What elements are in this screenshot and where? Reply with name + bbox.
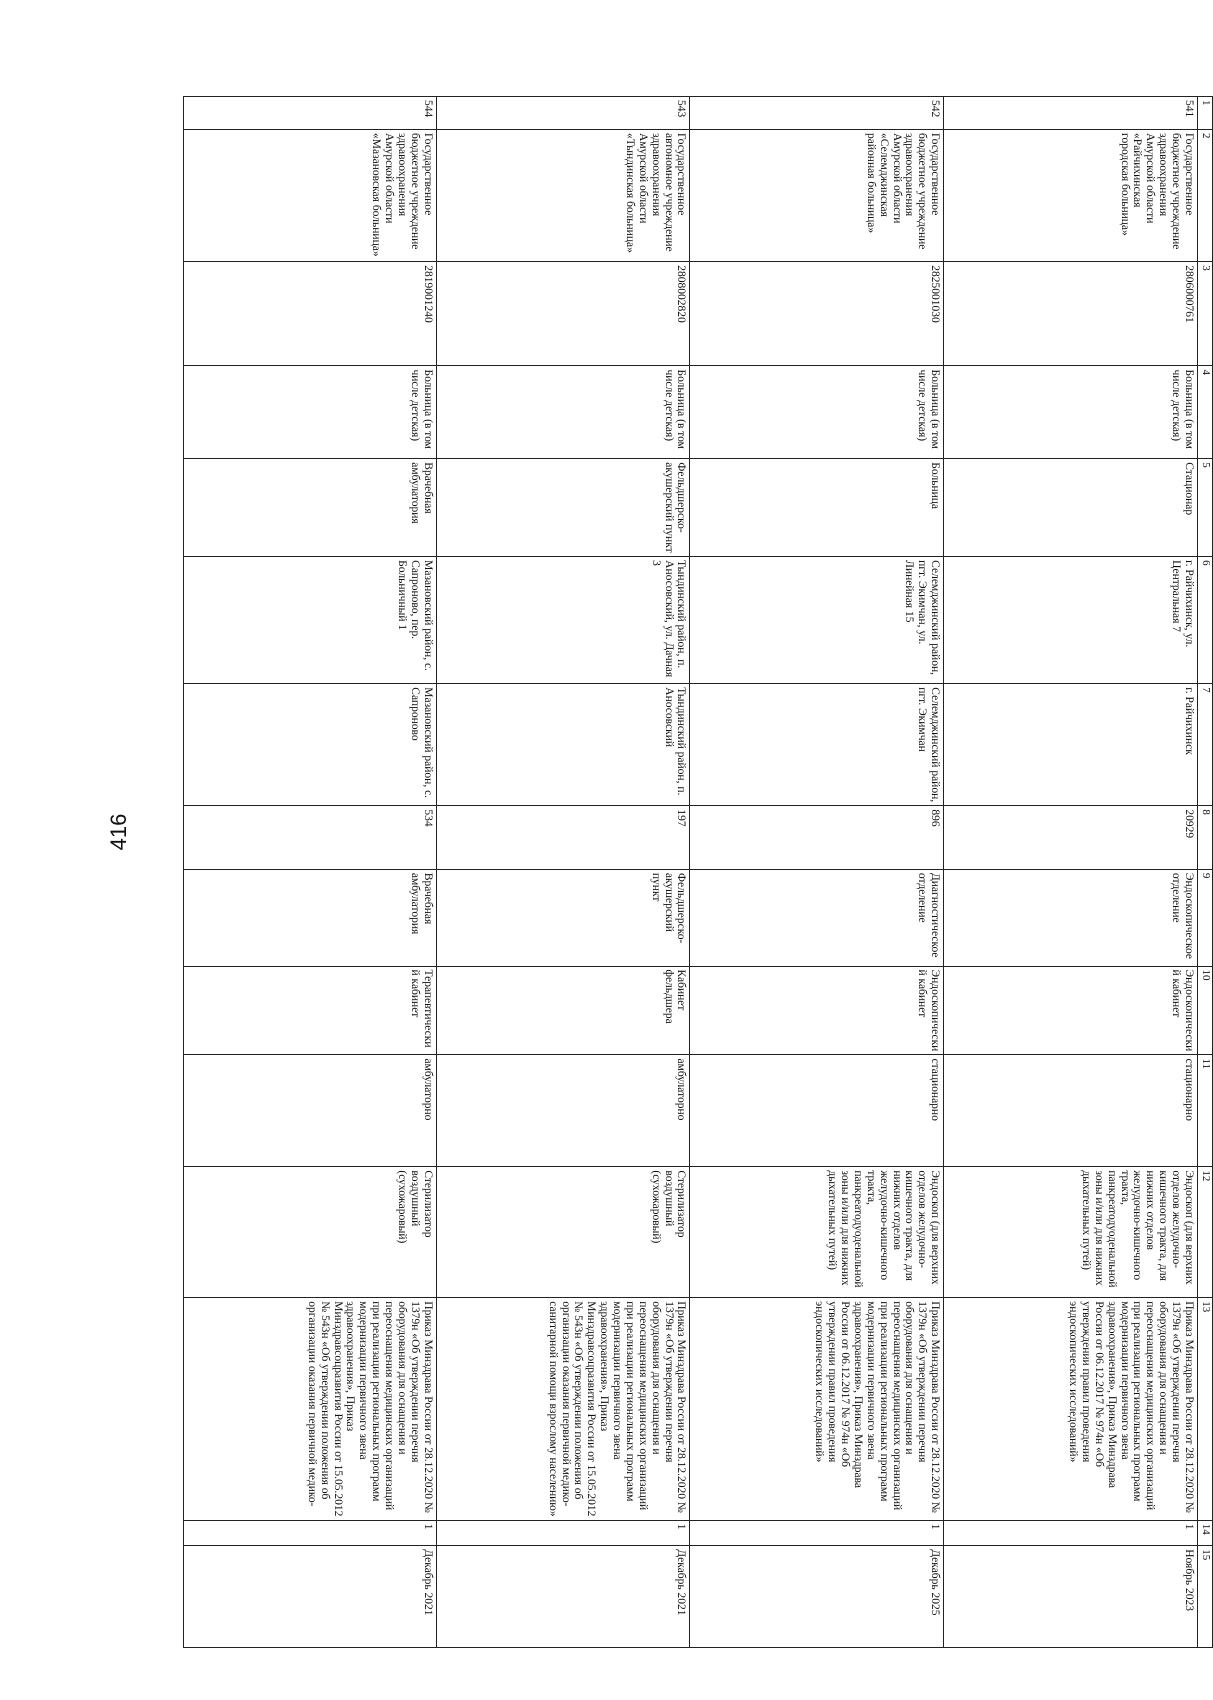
column-number-13: 13 xyxy=(1198,1298,1213,1520)
cabinet: Терапевтический кабинет xyxy=(184,966,437,1055)
cabinet: Эндоскопический кабинет xyxy=(690,966,944,1055)
column-number-8: 8 xyxy=(1198,806,1213,870)
settlement: Мазановский район, с. Сапроново xyxy=(184,684,437,806)
delivery-date: Декабрь 2025 xyxy=(690,1546,944,1648)
organization-name: Государственное бюджетное учреждение здравоохранения Амурской области «Мазановская больница» xyxy=(184,130,437,262)
regulatory-basis: Приказ Минздрава России от 28.12.2020 № 1379н «Об утверждении перечня оборудования для оснащения и переоснащения медицинских организаций при реализации региональных программ модернизации первичного звена здравоохранения», Приказ Минздравсоцразвития России от 15.05.2012 № 543н «Об утверждении положения об организации оказания первичной медико- xyxy=(184,1298,437,1520)
care-condition: стационарно xyxy=(944,1055,1198,1167)
row-number: 541 xyxy=(944,97,1198,130)
subdivision-address: Мазановский район, с. Сапроново, пер. Больничный 1 xyxy=(184,557,437,684)
organization-name: Государственное бюджетное учреждение здравоохранения Амурской области «Селемджинская районная больница» xyxy=(690,130,944,262)
row-number: 543 xyxy=(436,97,690,130)
row-number: 542 xyxy=(690,97,944,130)
delivery-date: Ноябрь 2023 xyxy=(944,1546,1198,1648)
column-number-15: 15 xyxy=(1198,1546,1213,1648)
organization-name: Государственное бюджетное учреждение здравоохранения Амурской области «Райчихинская городская больница» xyxy=(944,130,1198,262)
organization-name: Государственное автономное учреждение здравоохранения Амурской области «Тындинская больница» xyxy=(436,130,690,262)
page-number: 416 xyxy=(106,813,131,851)
equipment-name: Стерилизатор воздушный (сухожаровый) xyxy=(436,1167,690,1298)
care-condition: амбулаторно xyxy=(436,1055,690,1167)
rotated-table-container xyxy=(183,96,1213,1648)
population: 896 xyxy=(690,806,944,870)
organization-type: Больница (в том числе детская) xyxy=(184,366,437,459)
subdivision-address: Селемджинский район, пгт. Экимчан, ул. Линейная 15 xyxy=(690,557,944,684)
regulatory-basis: Приказ Минздрава России от 28.12.2020 № 1379н «Об утверждении перечня оборудования для оснащения и переоснащения медицинских организаций при реализации региональных программ модернизации первичного звена здравоохранения», Приказ Минздравсоцразвития России от 15.05.2012 № 543н «Об утверждении положения об организации оказания первичной медико-санитарной помощи взрослому населению» xyxy=(436,1298,690,1520)
organization-inn: 2808002820 xyxy=(436,262,690,366)
header-row xyxy=(1198,97,1213,1648)
equipment-quantity: 1 xyxy=(184,1520,437,1545)
cabinet: Кабинет фельдшера xyxy=(436,966,690,1055)
subdivision-type: Фельдшерско-акушерский пункт xyxy=(436,459,690,557)
subdivision-type: Врачебная амбулатория xyxy=(184,459,437,557)
organization-inn: 2819001240 xyxy=(184,262,437,366)
regulatory-basis: Приказ Минздрава России от 28.12.2020 № 1379н «Об утверждении перечня оборудования для оснащения и переоснащения медицинских организаций при реализации региональных программ модернизации первичного звена здравоохранения», Приказ Минздрава России от 06.12.2017 № 974н «Об утверждении правил проведения эндоскопических исследований» xyxy=(690,1298,944,1520)
equipment-quantity: 1 xyxy=(690,1520,944,1545)
population: 534 xyxy=(184,806,437,870)
equipment-name: Эндоскоп (для верхних отделов желудочно-кишечного тракта, для нижних отделов желудочно-кишечного тракта, панкреатодуоденальной зоны и/или для нижних дыхательных путей) xyxy=(690,1167,944,1298)
table-row xyxy=(436,97,690,1648)
cabinet: Эндоскопический кабинет xyxy=(944,966,1198,1055)
department: Диагностическое отделение xyxy=(690,869,944,966)
table-row xyxy=(690,97,944,1648)
population: 20929 xyxy=(944,806,1198,870)
subdivision-address: г. Райчихинск, ул. Центральная 7 xyxy=(944,557,1198,684)
subdivision-address: Тындинский район, п. Аносовский, ул. Дачная 3 xyxy=(436,557,690,684)
column-number-4: 4 xyxy=(1198,366,1213,459)
column-number-2: 2 xyxy=(1198,130,1213,262)
department: Фельдшерско-акушерский пункт xyxy=(436,869,690,966)
column-number-5: 5 xyxy=(1198,459,1213,557)
subdivision-type: Стационар xyxy=(944,459,1198,557)
equipment-quantity: 1 xyxy=(944,1520,1198,1545)
organization-inn: 2825001030 xyxy=(690,262,944,366)
column-number-14: 14 xyxy=(1198,1520,1213,1545)
regulatory-basis: Приказ Минздрава России от 28.12.2020 № 1379н «Об утверждении перечня оборудования для оснащения и переоснащения медицинских организаций при реализации региональных программ модернизации первичного звена здравоохранения», Приказ Минздрава России от 06.12.2017 № 974н «Об утверждении правил проведения эндоскопических исследований» xyxy=(944,1298,1198,1520)
column-number-3: 3 xyxy=(1198,262,1213,366)
row-number: 544 xyxy=(184,97,437,130)
equipment-name: Стерилизатор воздушный (сухожаровый) xyxy=(184,1167,437,1298)
organization-type: Больница (в том числе детская) xyxy=(944,366,1198,459)
column-number-12: 12 xyxy=(1198,1167,1213,1298)
column-number-9: 9 xyxy=(1198,869,1213,966)
column-number-7: 7 xyxy=(1198,684,1213,806)
delivery-date: Декабрь 2021 xyxy=(184,1546,437,1648)
column-number-1: 1 xyxy=(1198,97,1213,130)
organization-type: Больница (в том числе детская) xyxy=(436,366,690,459)
department: Врачебная амбулатория xyxy=(184,869,437,966)
care-condition: стационарно xyxy=(690,1055,944,1167)
organization-type: Больница (в том числе детская) xyxy=(690,366,944,459)
column-number-6: 6 xyxy=(1198,557,1213,684)
table-row xyxy=(184,97,437,1648)
table-row xyxy=(944,97,1198,1648)
subdivision-type: Больница xyxy=(690,459,944,557)
population: 197 xyxy=(436,806,690,870)
organization-inn: 2806000761 xyxy=(944,262,1198,366)
settlement: Тындинский район, п. Аносовский xyxy=(436,684,690,806)
equipment-quantity: 1 xyxy=(436,1520,690,1545)
care-condition: амбулаторно xyxy=(184,1055,437,1167)
settlement: Селемджинский район, пгт. Экимчан xyxy=(690,684,944,806)
delivery-date: Декабрь 2021 xyxy=(436,1546,690,1648)
equipment-name: Эндоскоп (для верхних отделов желудочно-кишечного тракта, для нижних отделов желудочно-кишечного тракта, панкреатодуоденальной зоны и/или для нижних дыхательных путей) xyxy=(944,1167,1198,1298)
department: Эндоскопическое отделение xyxy=(944,869,1198,966)
equipment-table xyxy=(183,96,1213,1648)
settlement: г. Райчихинск xyxy=(944,684,1198,806)
table-rotation-frame xyxy=(183,96,1213,1648)
column-number-10: 10 xyxy=(1198,966,1213,1055)
column-number-11: 11 xyxy=(1198,1055,1213,1167)
